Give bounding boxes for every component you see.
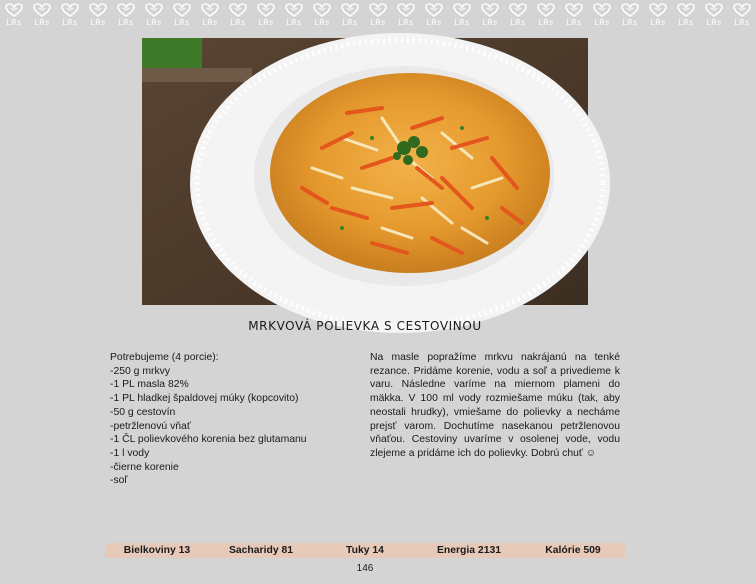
heart-logo-icon — [0, 0, 28, 36]
heart-logo-icon — [224, 0, 252, 36]
heart-logo-icon — [252, 0, 280, 36]
logo-text: LRs — [6, 18, 22, 27]
heart-logo-icon — [140, 0, 168, 36]
logo-text: LRs — [734, 18, 750, 27]
ingredient-item: -1 PL hladkej špaldovej múky (kopcovito) — [110, 393, 299, 405]
logo-text: LRs — [370, 18, 386, 27]
logo-text: LRs — [426, 18, 442, 27]
ingredient-item: -50 g cestovín — [110, 406, 176, 418]
heart-logo-icon — [700, 0, 728, 36]
nutrition-calories: Kalórie 509 — [545, 545, 601, 556]
heart-logo-icon — [280, 0, 308, 36]
heart-logo-icon — [336, 0, 364, 36]
heart-logo-icon — [728, 0, 756, 36]
logo-text: LRs — [118, 18, 134, 27]
heart-logo-icon — [476, 0, 504, 36]
logo-text: LRs — [314, 18, 330, 27]
nutrition-energy: Energia 2131 — [436, 545, 502, 556]
logo-text: LRs — [678, 18, 694, 27]
ingredient-item: -1 PL masla 82% — [110, 379, 189, 391]
ingredients-heading: Potrebujeme (4 porcie): — [110, 352, 219, 363]
nutrition-carbs: Sacharidy 81 — [228, 545, 294, 556]
logo-text: LRs — [202, 18, 218, 27]
heart-logo-icon — [196, 0, 224, 36]
logo-text: LRs — [622, 18, 638, 27]
method-text: Na masle popražíme mrkvu nakrájanú na tenké rezance. Pridáme korenie, vodu a soľ a privedieme k varu. Následne varíme na miernom plameni do mäkka. V 100 ml vody rozmiešame múku (tak, aby neostali hrudky), vmiešame do polievky a necháme prejsť varom. Dochutíme nasekanou petržlenovou vňaťou. Cestoviny uvaríme v osolenej vode, vodu zlejeme a pridáme ich do polievky. Dobrú chuť ☺ — [370, 352, 620, 459]
ingredient-item: -1 l vody — [110, 447, 150, 459]
heart-logo-icon — [392, 0, 420, 36]
page-number: 146 — [356, 563, 374, 574]
logo-text: LRs — [706, 18, 722, 27]
header-logo-band — [0, 0, 750, 36]
logo-text: LRs — [454, 18, 470, 27]
logo-text: LRs — [538, 18, 554, 27]
ingredient-item: -1 ČL polievkového korenia bez glutamanu — [110, 434, 307, 446]
ingredients-list — [110, 351, 350, 488]
soup-photo — [142, 38, 588, 305]
logo-text: LRs — [482, 18, 498, 27]
logo-text: LRs — [650, 18, 666, 27]
heart-logo-icon — [308, 0, 336, 36]
nutrition-protein: Bielkoviny 13 — [123, 545, 191, 556]
ingredient-item: -250 g mrkvy — [110, 365, 171, 377]
logo-text: LRs — [258, 18, 274, 27]
heart-logo-icon — [504, 0, 532, 36]
logo-text: LRs — [90, 18, 106, 27]
logo-text: LRs — [146, 18, 162, 27]
heart-logo-icon — [616, 0, 644, 36]
logo-text: LRs — [566, 18, 582, 27]
logo-text: LRs — [62, 18, 78, 27]
soup-bowl-illustration — [142, 38, 588, 305]
logo-text: LRs — [342, 18, 358, 27]
heart-logo-icon — [112, 0, 140, 36]
heart-logo-icon — [84, 0, 112, 36]
nutrition-fat: Tuky 14 — [346, 545, 384, 556]
heart-logo-icon — [644, 0, 672, 36]
logo-text: LRs — [286, 18, 302, 27]
heart-logo-icon — [448, 0, 476, 36]
heart-logo-icon — [532, 0, 560, 36]
heart-logo-icon — [56, 0, 84, 36]
nutrition-band — [105, 543, 625, 558]
logo-text: LRs — [34, 18, 50, 27]
heart-logo-icon — [364, 0, 392, 36]
ingredient-item: -soľ — [110, 475, 128, 487]
heart-logo-icon — [28, 0, 56, 36]
recipe-title: MRKVOVÁ POLIEVKA S CESTOVINOU — [248, 319, 482, 333]
ingredient-item: -petržlenovú vňať — [110, 420, 191, 432]
logo-text: LRs — [594, 18, 610, 27]
logo-text: LRs — [398, 18, 414, 27]
heart-logo-icon — [420, 0, 448, 36]
logo-text: LRs — [174, 18, 190, 27]
heart-logo-icon — [560, 0, 588, 36]
ingredient-item: -čierne korenie — [110, 461, 179, 473]
heart-logo-icon — [168, 0, 196, 36]
logo-text: LRs — [510, 18, 526, 27]
heart-logo-icon — [588, 0, 616, 36]
logo-text: LRs — [230, 18, 246, 27]
heart-logo-icon — [672, 0, 700, 36]
